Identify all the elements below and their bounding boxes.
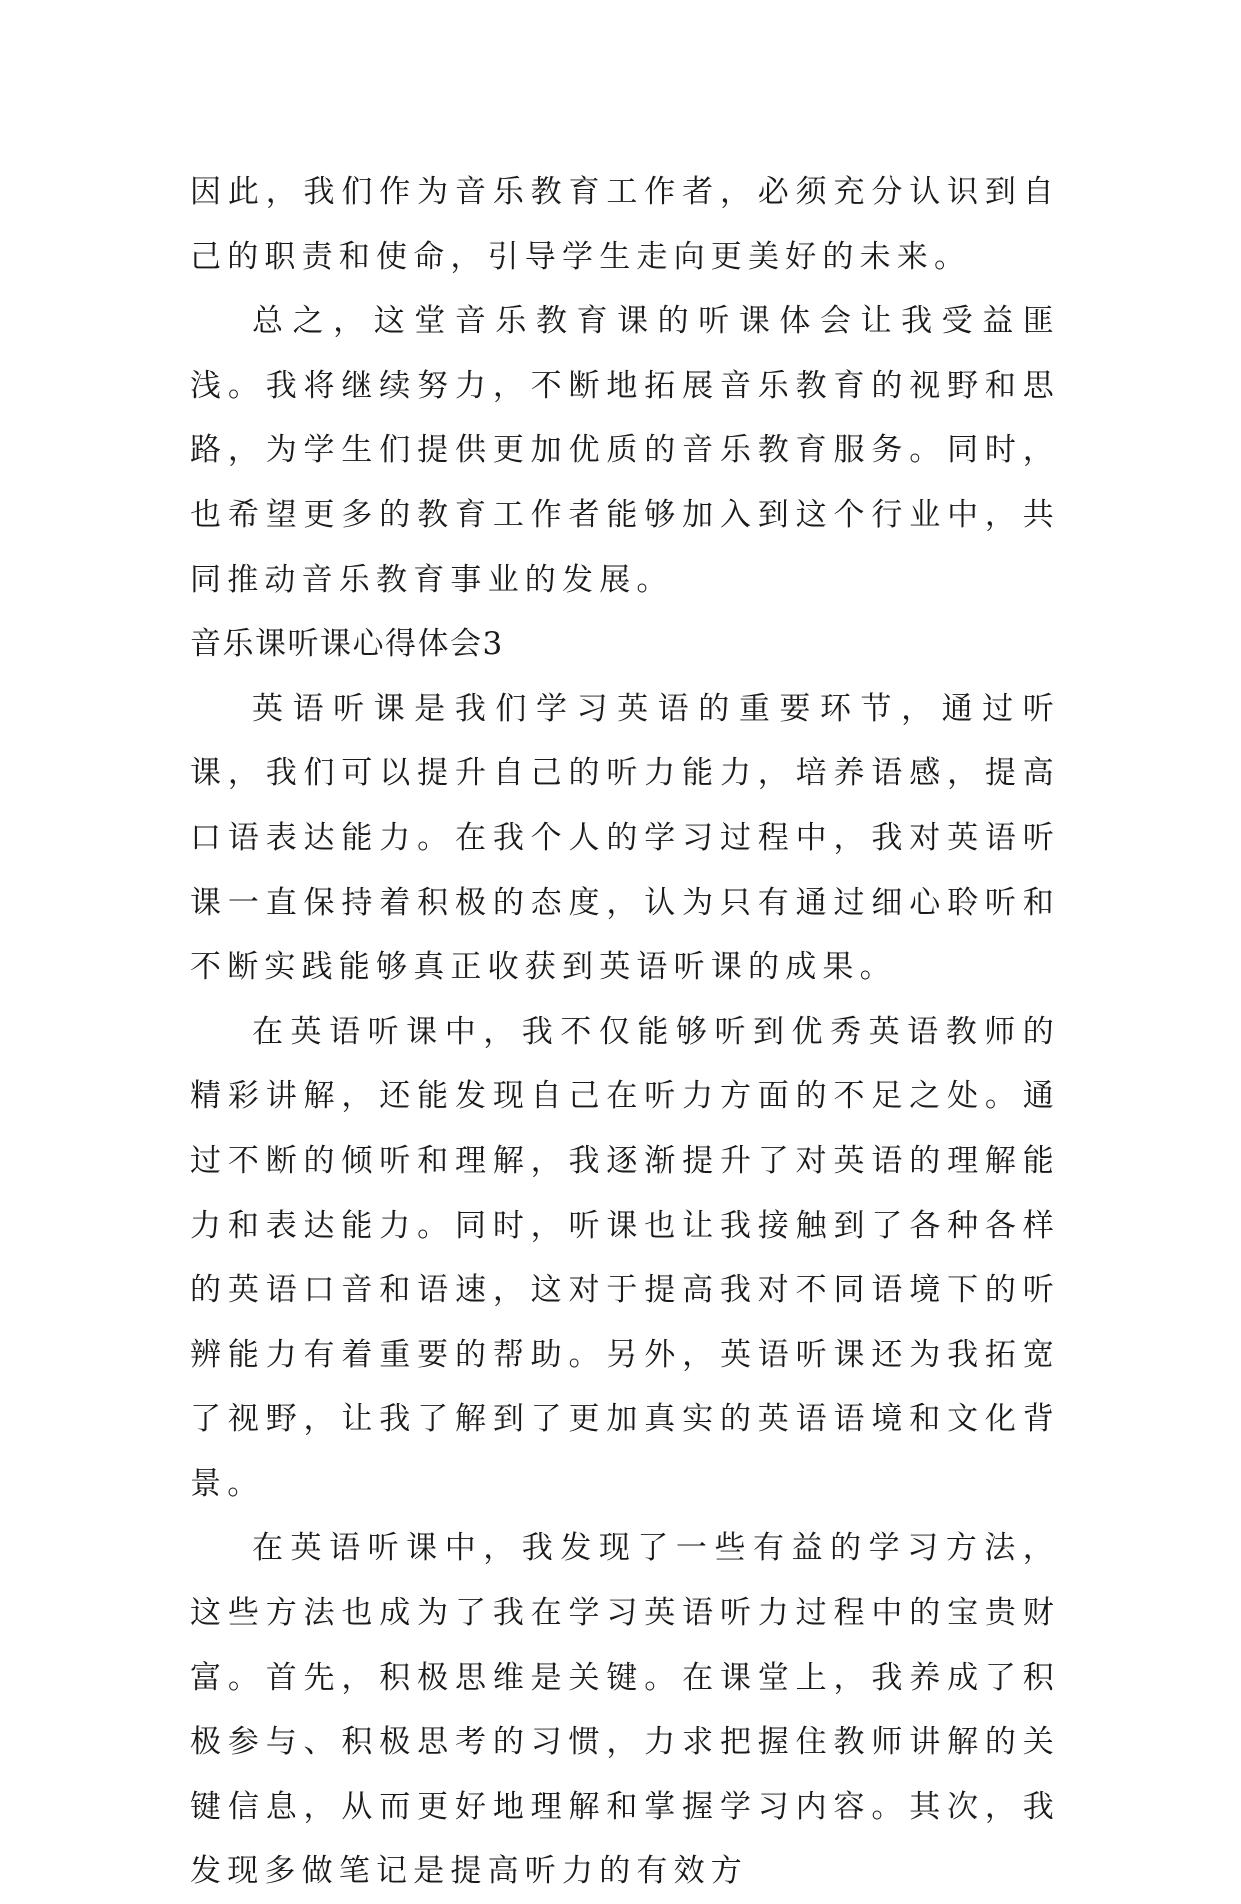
paragraph-summary: 总之，这堂音乐教育课的听课体会让我受益匪浅。我将继续努力，不断地拓展音乐教育的视野和思路，为学生们提供更加优质的音乐教育服务。同时，也希望更多的教育工作者能够加入到这个行业中，共同推动音乐教育事业的发展。 [190, 303, 1060, 598]
paragraph-methods: 在英语听课中，我发现了一些有益的学习方法，这些方法也成为了我在学习英语听力过程中的宝贵财富。首先，积极思维是关键。在课堂上，我养成了积极参与、积极思考的习惯，力求把握住教师讲解的关键信息，从而更好地理解和掌握学习内容。其次，我发现多做笔记是提高听力的有效方 [190, 1530, 1060, 1890]
paragraph-intro: 英语听课是我们学习英语的重要环节，通过听课，我们可以提升自己的听力能力，培养语感，提高口语表达能力。在我个人的学习过程中，我对英语听课一直保持着积极的态度，认为只有通过细心聆听和不断实践能够真正收获到英语听课的成果。 [190, 690, 1060, 986]
section-heading: 音乐课听课心得体会3 [190, 626, 504, 663]
paragraph-benefits: 在英语听课中，我不仅能够听到优秀英语教师的精彩讲解，还能发现自己在听力方面的不足之处。通过不断的倾听和理解，我逐渐提升了对英语的理解能力和表达能力。同时，听课也让我接触到了各种各样的英语口音和语速，这对于提高我对不同语境下的听辨能力有着重要的帮助。另外，英语听课还为我拓宽了视野，让我了解到了更加真实的英语语境和文化背景。 [190, 1013, 1060, 1502]
paragraph-continued: 因此，我们作为音乐教育工作者，必须充分认识到自己的职责和使命，引导学生走向更美好的未来。 [190, 174, 1060, 275]
document-body [190, 160, 1060, 1904]
